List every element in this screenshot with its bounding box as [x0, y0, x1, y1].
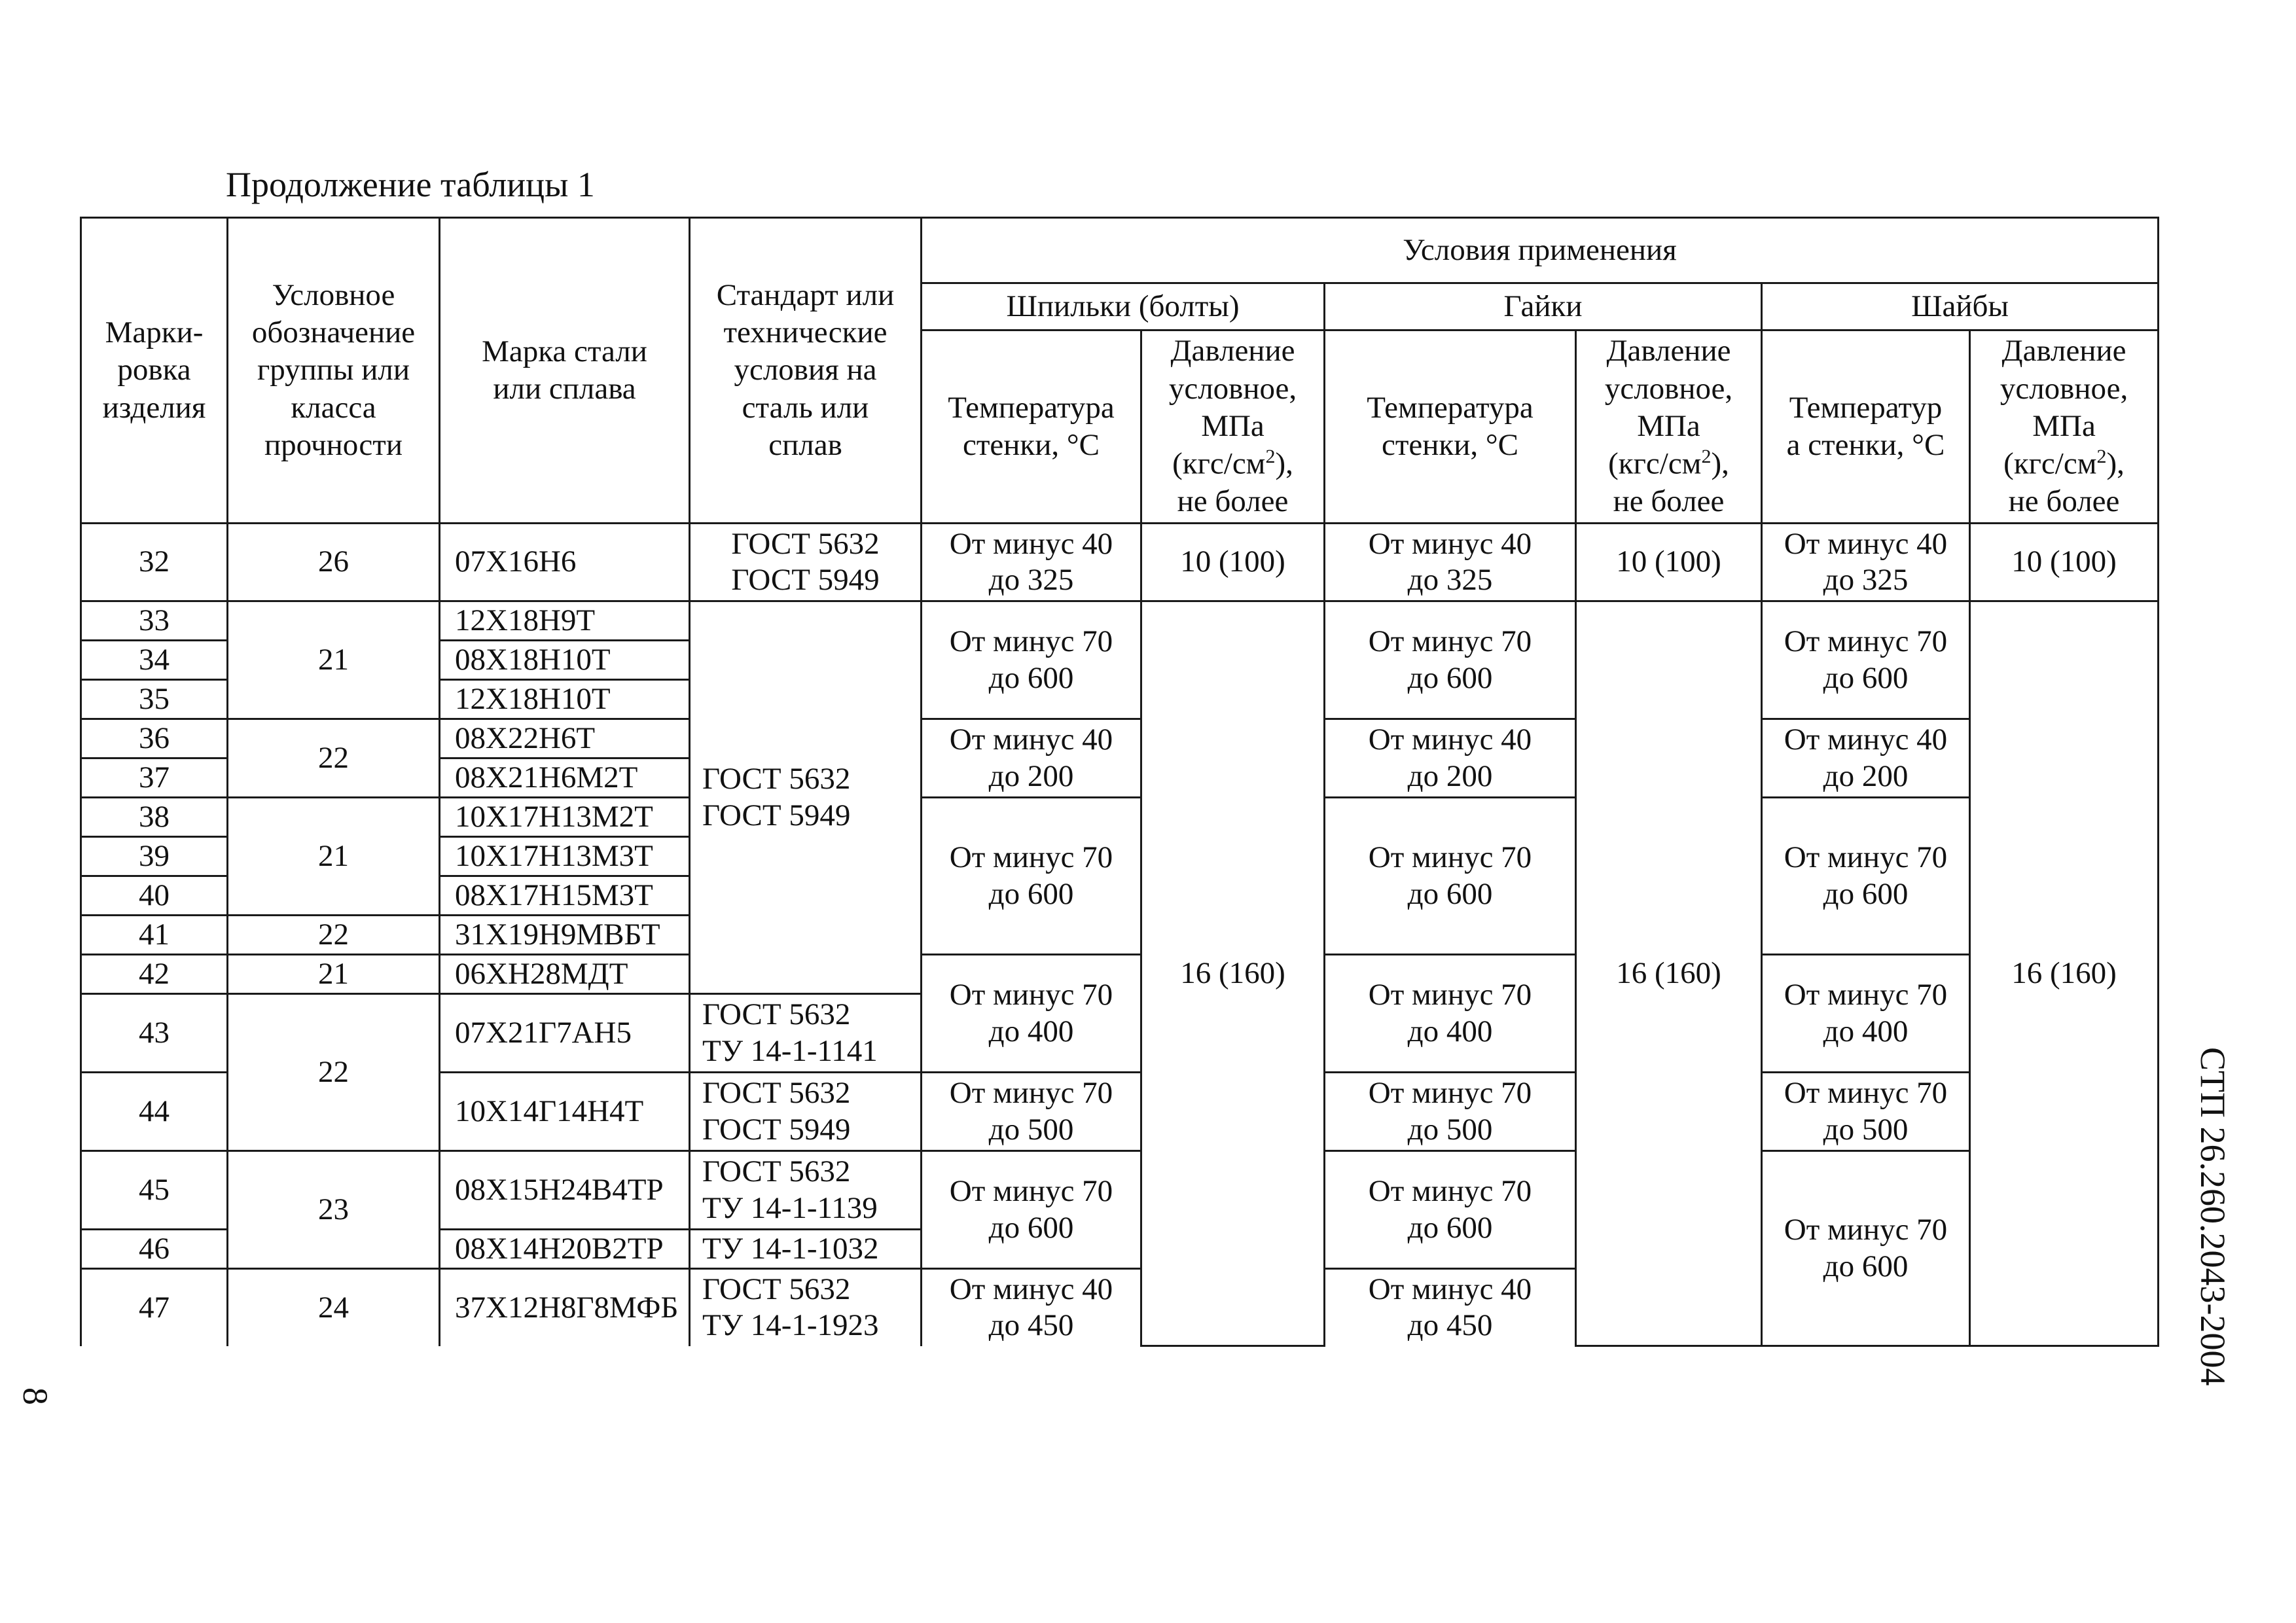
header-washer-pressure: Давление условное, МПа $(кгс/см^2)$, не более [1970, 330, 2159, 524]
standard-cell: ТУ 14-1-1032 [690, 1230, 922, 1269]
document-code: СТП 26.260.2043-2004 [2193, 1047, 2233, 1386]
steel-grade-cell: 07Х16Н6 [440, 524, 690, 601]
washer-pressure-cell: 16 (160) [1970, 601, 2159, 1346]
nut-pressure-cell: 16 (160) [1576, 601, 1762, 1346]
steel-grade-cell: 12Х18Н9Т [440, 601, 690, 641]
table-row [81, 601, 2159, 641]
header-stud-temp: Температура стенки, °С [922, 330, 1141, 524]
mark-cell: 39 [81, 837, 228, 876]
mark-cell: 37 [81, 758, 228, 798]
steel-grade-cell: 06ХН28МДТ [440, 955, 690, 994]
header-washer-temp: Температур а стенки, °С [1762, 330, 1970, 524]
nut-temp-cell: От минус 70 до 600 [1325, 601, 1576, 719]
washer-temp-cell: От минус 70 до 600 [1762, 601, 1970, 719]
standard-cell: ГОСТ 5632 ТУ 14-1-1923 [690, 1269, 922, 1346]
washer-temp-cell: От минус 70 до 400 [1762, 955, 1970, 1073]
mark-cell: 32 [81, 524, 228, 601]
header-standard: Стандарт или технические условия на сталь или сплав [690, 218, 922, 524]
steel-grade-cell: 08Х22Н6Т [440, 719, 690, 758]
mark-cell: 44 [81, 1073, 228, 1151]
header-washers: Шайбы [1762, 283, 2159, 330]
steel-grade-cell: 37Х12Н8Г8МФБ [440, 1269, 690, 1346]
mark-cell: 46 [81, 1230, 228, 1269]
mark-cell: 40 [81, 876, 228, 916]
mark-cell: 34 [81, 641, 228, 680]
stud-pressure-cell: 10 (100) [1141, 524, 1325, 601]
mark-cell: 38 [81, 798, 228, 837]
table-row [81, 1151, 2159, 1230]
steel-grade-cell: 12Х18Н10Т [440, 680, 690, 719]
group-cell: 23 [228, 1151, 440, 1269]
page-number: 8 [16, 1387, 55, 1405]
stud-temp-cell: От минус 40 до 200 [922, 719, 1141, 798]
steel-grade-cell: 31Х19Н9МВБТ [440, 916, 690, 955]
nut-temp-cell: От минус 40 до 450 [1325, 1269, 1576, 1346]
stud-temp-cell: От минус 70 до 500 [922, 1073, 1141, 1151]
header-studs: Шпильки (болты) [922, 283, 1325, 330]
steel-grade-cell: 08Х14Н20В2ТР [440, 1230, 690, 1269]
table-row [81, 955, 2159, 994]
stud-temp-cell: От минус 70 до 600 [922, 1151, 1141, 1269]
header-marking: Марки- ровка изделия [81, 218, 228, 524]
header-nut-temp: Температура стенки, °С [1325, 330, 1576, 524]
steel-grade-cell: 10Х17Н13М3Т [440, 837, 690, 876]
table-caption: Продолжение таблицы 1 [226, 165, 595, 204]
group-cell: 24 [228, 1269, 440, 1346]
steel-grade-cell: 08Х21Н6М2Т [440, 758, 690, 798]
nut-temp-cell: От минус 70 до 600 [1325, 1151, 1576, 1269]
washer-temp-cell: От минус 70 до 600 [1762, 1151, 1970, 1346]
washer-pressure-cell: 10 (100) [1970, 524, 2159, 601]
washer-temp-cell: От минус 70 до 600 [1762, 798, 1970, 955]
standard-cell: ГОСТ 5632 ГОСТ 5949 [690, 1073, 922, 1151]
nut-pressure-cell: 10 (100) [1576, 524, 1762, 601]
steel-grade-cell: 08Х15Н24В4ТР [440, 1151, 690, 1230]
washer-temp-cell: От минус 70 до 500 [1762, 1073, 1970, 1151]
steel-grade-cell: 07Х21Г7АН5 [440, 994, 690, 1073]
standard-cell: ГОСТ 5632 ГОСТ 5949 [690, 524, 922, 601]
table-row [81, 524, 2159, 601]
mark-cell: 33 [81, 601, 228, 641]
group-cell: 22 [228, 916, 440, 955]
header-group: Условное обозначение группы или класса прочности [228, 218, 440, 524]
mark-cell: 45 [81, 1151, 228, 1230]
nut-temp-cell: От минус 70 до 400 [1325, 955, 1576, 1073]
washer-temp-cell: От минус 40 до 325 [1762, 524, 1970, 601]
group-cell: 21 [228, 955, 440, 994]
mark-cell: 42 [81, 955, 228, 994]
header-steel-grade: Марка стали или сплава [440, 218, 690, 524]
group-cell: 21 [228, 601, 440, 719]
stud-temp-cell: От минус 40 до 450 [922, 1269, 1141, 1346]
mark-cell: 41 [81, 916, 228, 955]
header-nuts: Гайки [1325, 283, 1762, 330]
washer-temp-cell: От минус 40 до 200 [1762, 719, 1970, 798]
mark-cell: 36 [81, 719, 228, 758]
mark-cell: 35 [81, 680, 228, 719]
stud-temp-cell: От минус 70 до 600 [922, 601, 1141, 719]
nut-temp-cell: От минус 70 до 600 [1325, 798, 1576, 955]
stud-temp-cell: От минус 40 до 325 [922, 524, 1141, 601]
nut-temp-cell: От минус 40 до 200 [1325, 719, 1576, 798]
standard-cell: ГОСТ 5632 ТУ 14-1-1139 [690, 1151, 922, 1230]
table-row [81, 719, 2159, 758]
group-cell: 26 [228, 524, 440, 601]
nut-temp-cell: От минус 40 до 325 [1325, 524, 1576, 601]
group-cell: 22 [228, 994, 440, 1151]
standard-cell: ГОСТ 5632 ТУ 14-1-1141 [690, 994, 922, 1073]
stud-temp-cell: От минус 70 до 600 [922, 798, 1141, 955]
steel-grade-cell: 08Х18Н10Т [440, 641, 690, 680]
stud-temp-cell: От минус 70 до 400 [922, 955, 1141, 1073]
header-stud-pressure: Давление условное, МПа $(кгс/см^2)$, не более [1141, 330, 1325, 524]
mark-cell: 47 [81, 1269, 228, 1346]
group-cell: 22 [228, 719, 440, 798]
mark-cell: 43 [81, 994, 228, 1073]
steel-grade-cell: 10Х14Г14Н4Т [440, 1073, 690, 1151]
steel-fasteners-table [80, 217, 2159, 1347]
standard-cell: ГОСТ 5632 ГОСТ 5949 [690, 601, 922, 994]
header-nut-pressure: Давление условное, МПа $(кгс/см^2)$, не более [1576, 330, 1762, 524]
table-row [81, 798, 2159, 837]
stud-pressure-cell: 16 (160) [1141, 601, 1325, 1346]
header-conditions: Условия применения [922, 218, 2159, 283]
group-cell: 21 [228, 798, 440, 916]
steel-grade-cell: 10Х17Н13М2Т [440, 798, 690, 837]
steel-grade-cell: 08Х17Н15М3Т [440, 876, 690, 916]
nut-temp-cell: От минус 70 до 500 [1325, 1073, 1576, 1151]
